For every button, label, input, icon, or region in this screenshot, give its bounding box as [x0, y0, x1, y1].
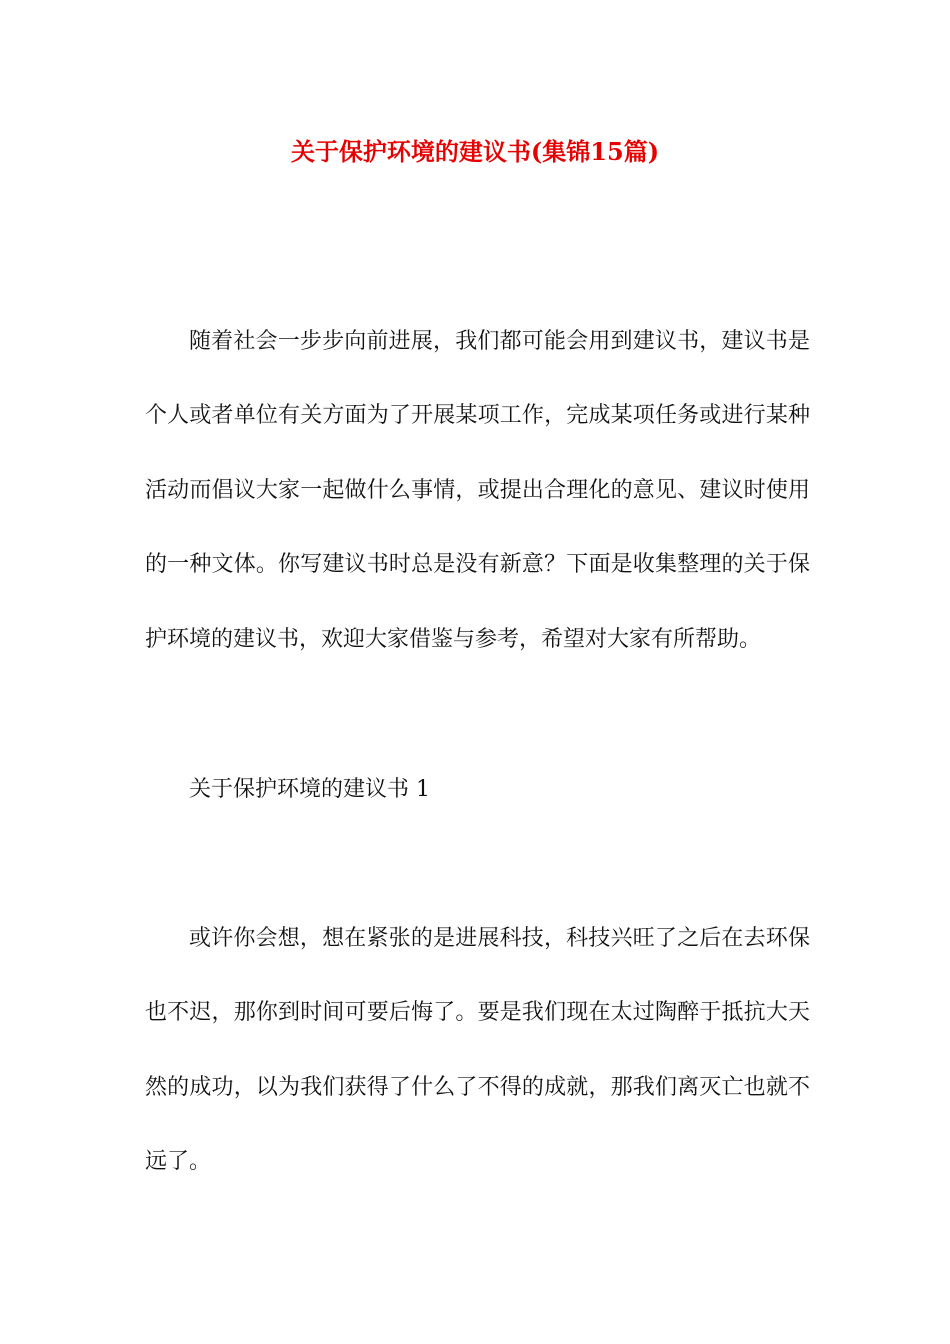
section-heading: 关于保护环境的建议书 1 [189, 777, 430, 802]
document-title: 关于保护环境的建议书(集锦15篇) [290, 137, 660, 166]
body-paragraph: 或许你会想，想在紧张的是进展科技，科技兴旺了之后在去环保也不迟，那你到时间可要后悔了。要是我们现在太过陶醉于抵抗大天然的成功，以为我们获得了什么了不得的成就，那我们离灭亡也就不远了。 [145, 926, 810, 1175]
intro-paragraph: 随着社会一步步向前进展，我们都可能会用到建议书，建议书是个人或者单位有关方面为了开展某项工作，完成某项任务或进行某种活动而倡议大家一起做什么事情，或提出合理化的意见、建议时使用的一种文体。你写建议书时总是没有新意？下面是收集整理的关于保护环境的建议书，欢迎大家借鉴与参考，希望对大家有所帮助。 [145, 329, 810, 652]
